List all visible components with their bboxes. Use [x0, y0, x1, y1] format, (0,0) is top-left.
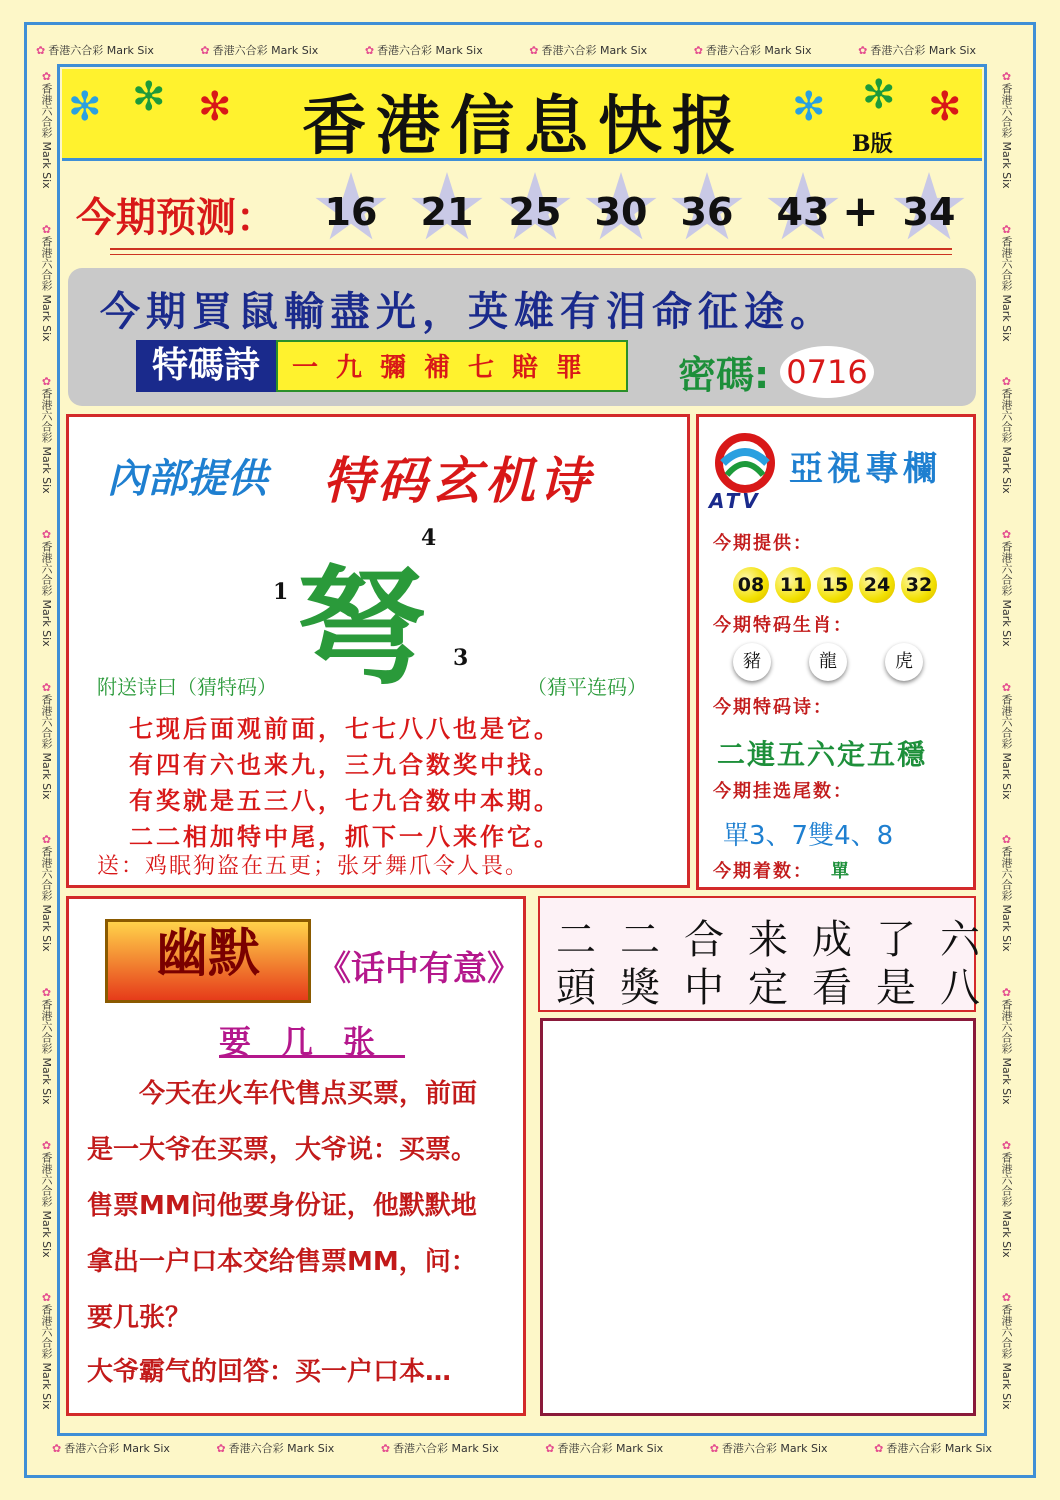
note-left: 附送诗曰（猜特码）: [97, 675, 277, 699]
hint-box: [538, 896, 1004, 1012]
number-ball: 32: [901, 567, 937, 603]
forecast-number: 16: [324, 190, 378, 234]
forecast-number: 43: [776, 190, 830, 234]
atv-oddeven-value: 單: [831, 861, 849, 882]
watermark-item: ✿ 香港六合彩 Mark Six: [996, 681, 1014, 800]
watermark-item: ✿ 香港六合彩 Mark Six: [381, 1440, 499, 1456]
joke-line: 拿出一户口本交给售票MM，问：: [87, 1247, 477, 1277]
watermark-item: ✿ 香港六合彩 Mark Six: [365, 42, 483, 58]
watermark-item: ✿ 香港六合彩 Mark Six: [996, 1139, 1014, 1258]
atv-zodiac-label: 今期特码生肖：: [713, 615, 853, 636]
atv-logo-icon: [713, 431, 777, 495]
watermark-item: ✿ 香港六合彩 Mark Six: [36, 223, 54, 342]
atv-poem: 二連五六定五穩: [717, 738, 928, 771]
forecast-number: 30: [594, 190, 648, 234]
poem-line: 有四有六也来九，三九合数奖中找。: [129, 751, 561, 779]
riddle-digit: 4: [421, 525, 437, 551]
forecast-number: 25: [508, 190, 562, 234]
mystery-poem-box: [66, 414, 690, 888]
watermark-right: [996, 70, 1014, 1410]
internal-label: 內部提供: [107, 456, 267, 502]
watermark-item: ✿ 香港六合彩 Mark Six: [529, 42, 647, 58]
number-ball: 24: [859, 567, 895, 603]
number-ball: 15: [817, 567, 853, 603]
watermark-item: ✿ 香港六合彩 Mark Six: [996, 833, 1014, 952]
watermark-item: ✿ 香港六合彩 Mark Six: [52, 1440, 170, 1456]
atv-poem-label: 今期特码诗：: [713, 697, 833, 718]
riddle-digit: 3: [453, 645, 469, 671]
riddle-character: 弩: [297, 553, 426, 703]
flower-icon: ✻: [198, 84, 232, 130]
watermark-item: ✿ 香港六合彩 Mark Six: [36, 986, 54, 1105]
verse-text: 今期買鼠輸盡光，英雄有泪命征途。: [100, 289, 836, 335]
watermark-item: ✿ 香港六合彩 Mark Six: [996, 223, 1014, 342]
divider: [110, 248, 952, 250]
watermark-item: ✿ 香港六合彩 Mark Six: [36, 1291, 54, 1410]
atv-column-box: [696, 414, 976, 890]
humor-heading: 要几张: [219, 1023, 406, 1061]
poem-line: 有奖就是五三八，七九合数中本期。: [129, 787, 561, 815]
humor-subtitle: 《话中有意》: [317, 949, 521, 989]
watermark-item: ✿ 香港六合彩 Mark Six: [996, 375, 1014, 494]
code-label: 密碼:: [678, 353, 770, 397]
humor-box: [66, 896, 526, 1416]
atv-title: 亞視專欄: [789, 449, 941, 489]
joke-line: 要几张？: [87, 1303, 192, 1333]
poem-line: 二二相加特中尾，抓下一八来作它。: [129, 823, 561, 851]
forecast-number: 21: [420, 190, 474, 234]
zodiac-badge: 龍: [809, 643, 847, 681]
poem-line: 七现后面观前面，七七八八也是它。: [129, 715, 561, 743]
watermark-item: ✿ 香港六合彩 Mark Six: [874, 1440, 992, 1456]
atv-tail-label: 今期挂选尾数：: [713, 781, 853, 802]
forecast-number: 36: [680, 190, 734, 234]
mystery-title: 特码玄机诗: [323, 452, 593, 510]
atv-oddeven-label: 今期着数：: [713, 861, 813, 882]
flower-icon: ✻: [928, 84, 962, 130]
number-ball: 11: [775, 567, 811, 603]
watermark-item: ✿ 香港六合彩 Mark Six: [36, 528, 54, 647]
blank-box: [540, 1018, 976, 1416]
divider: [110, 254, 952, 255]
special-number: 34: [902, 190, 956, 234]
joke-line: 是一大爷在买票，大爷说：买票。: [87, 1135, 478, 1165]
watermark-item: ✿ 香港六合彩 Mark Six: [996, 1291, 1014, 1410]
watermark-item: ✿ 香港六合彩 Mark Six: [36, 42, 154, 58]
flower-icon: ✻: [132, 74, 166, 120]
watermark-top: [36, 42, 976, 58]
watermark-left: [36, 70, 54, 1410]
poem-text: 一九彌補七賠罪: [276, 340, 628, 392]
joke-line: 今天在火车代售点买票，前面: [87, 1079, 478, 1109]
watermark-item: ✿ 香港六合彩 Mark Six: [694, 42, 812, 58]
watermark-item: ✿ 香港六合彩 Mark Six: [200, 42, 318, 58]
flower-icon: ✻: [68, 84, 102, 130]
forecast-label: 今期预测：: [76, 195, 276, 241]
atv-logo-text: ATV: [709, 489, 761, 513]
poem-send-line: 送：鸡眠狗盗在五更；张牙舞爪令人畏。: [97, 854, 530, 879]
flower-icon: ✻: [862, 72, 896, 118]
zodiac-badge: 豬: [733, 643, 771, 681]
watermark-item: ✿ 香港六合彩 Mark Six: [36, 1139, 54, 1258]
atv-tail-value: 單3、7雙4、8: [723, 821, 894, 851]
riddle-digit: 1: [273, 579, 289, 605]
header: [62, 69, 982, 164]
hint-row: 二二合来成了六: [556, 917, 1004, 963]
flower-icon: ✻: [792, 84, 826, 130]
atv-provide-label: 今期提供：: [713, 533, 813, 554]
code-value: 0716: [780, 346, 874, 398]
watermark-item: ✿ 香港六合彩 Mark Six: [36, 70, 54, 189]
watermark-item: ✿ 香港六合彩 Mark Six: [36, 833, 54, 952]
watermark-item: ✿ 香港六合彩 Mark Six: [36, 681, 54, 800]
joke-line: 大爷霸气的回答：买一户口本…: [87, 1357, 452, 1387]
watermark-item: ✿ 香港六合彩 Mark Six: [36, 375, 54, 494]
watermark-item: ✿ 香港六合彩 Mark Six: [710, 1440, 828, 1456]
hint-row: 頭獎中定看是八: [556, 965, 1004, 1011]
humor-badge: 幽默: [105, 919, 311, 1003]
page-title: 香港信息快报: [302, 89, 746, 164]
watermark-item: ✿ 香港六合彩 Mark Six: [996, 70, 1014, 189]
watermark-item: ✿ 香港六合彩 Mark Six: [996, 528, 1014, 647]
watermark-item: ✿ 香港六合彩 Mark Six: [858, 42, 976, 58]
watermark-item: ✿ 香港六合彩 Mark Six: [996, 986, 1014, 1105]
number-ball: 08: [733, 567, 769, 603]
watermark-item: ✿ 香港六合彩 Mark Six: [545, 1440, 663, 1456]
note-right: （猜平连码）: [527, 675, 647, 699]
poem-label: 特碼詩: [136, 340, 276, 392]
watermark-item: ✿ 香港六合彩 Mark Six: [216, 1440, 334, 1456]
joke-line: 售票MM问他要身份证，他默默地: [87, 1191, 477, 1221]
watermark-bottom: [52, 1440, 992, 1456]
plus-sign: +: [842, 186, 879, 237]
zodiac-badge: 虎: [885, 643, 923, 681]
edition-label: B版: [852, 131, 893, 157]
